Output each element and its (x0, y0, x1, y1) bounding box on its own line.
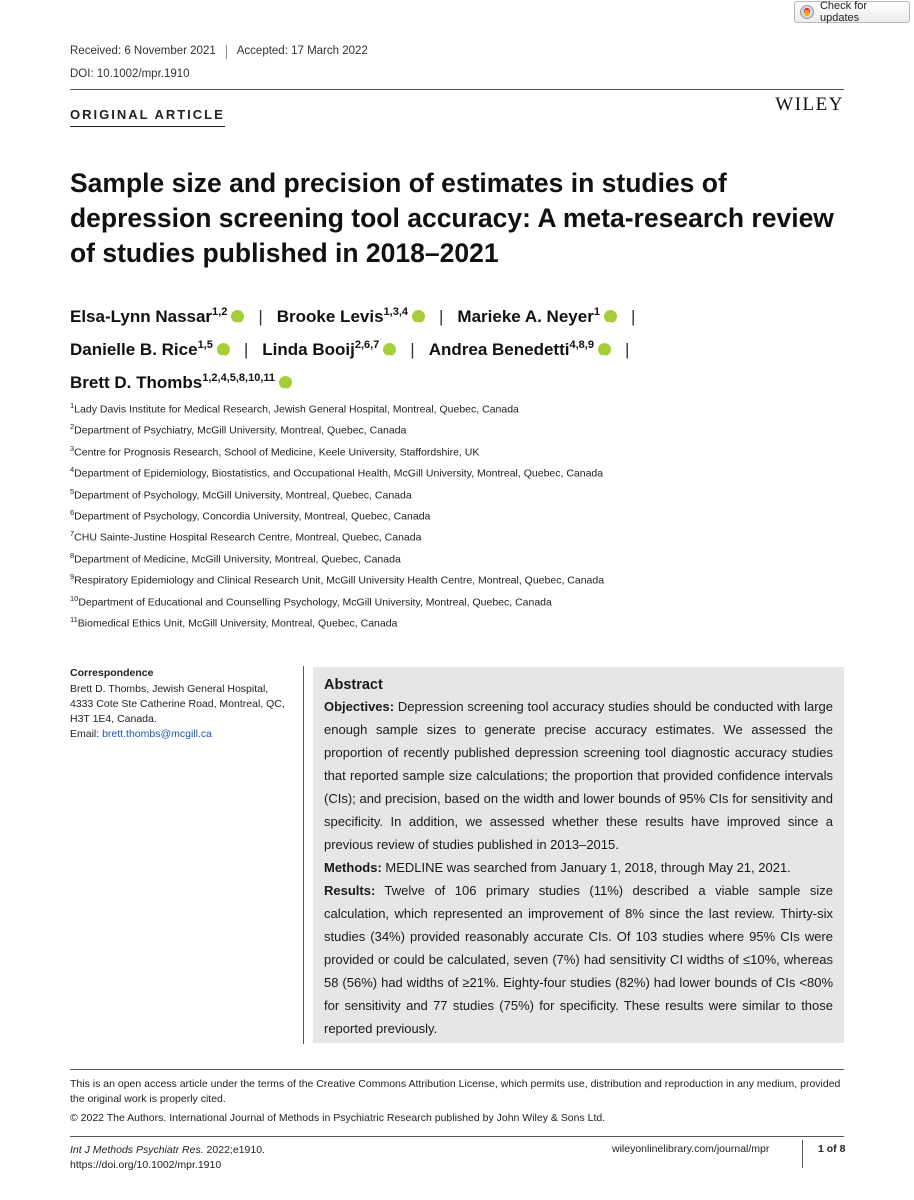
affiliation-item (70, 612, 860, 633)
affiliation-item (70, 548, 860, 569)
author[interactable] (429, 340, 611, 359)
article-title: Sample size and precision of estimates in studies of depression screening tool accuracy: A meta-research review of studies published in 2018–2021 (70, 168, 834, 268)
affiliation-text: Department of Medicine, McGill University, Montreal, Quebec, Canada (74, 553, 401, 566)
affiliation-item (70, 462, 860, 483)
affiliation-number: 7 (70, 529, 75, 539)
affiliation-text: CHU Sainte-Justine Hospital Research Centre, Montreal, Quebec, Canada (74, 531, 422, 544)
footer-citation (70, 1143, 265, 1173)
check-for-updates-button[interactable] (794, 1, 910, 23)
doi: DOI: 10.1002/mpr.1910 (70, 68, 190, 80)
license-rule (70, 1069, 844, 1070)
author-name: Linda Booij (262, 340, 355, 359)
article-type: ORIGINAL ARTICLE (70, 107, 225, 127)
orcid-icon[interactable] (279, 376, 292, 389)
author[interactable] (70, 373, 292, 392)
correspondence-line: 4333 Cote Ste Catherine Road, Montreal, QC, (70, 698, 285, 710)
affiliation-text: Biomedical Ethics Unit, McGill University, Montreal, Quebec, Canada (77, 617, 398, 630)
author-affiliation-numbers: 1,2 (212, 306, 228, 318)
affiliation-item (70, 484, 860, 505)
author-name: Danielle B. Rice (70, 340, 198, 359)
correspondence-line: H3T 1E4, Canada. (70, 713, 157, 725)
affiliation-item (70, 526, 860, 547)
orcid-icon[interactable] (217, 343, 230, 356)
orcid-icon[interactable] (383, 343, 396, 356)
objectives-label: Objectives: (324, 699, 395, 714)
affiliation-text: Department of Psychiatry, McGill University, Montreal, Quebec, Canada (74, 424, 407, 437)
author-separator: | (243, 340, 249, 359)
correspondence-heading: Correspondence (70, 667, 154, 679)
author-affiliation-numbers: 1,2,4,5,8,10,11 (202, 372, 276, 384)
received-date: Received: 6 November 2021 (70, 45, 216, 57)
author-affiliation-numbers: 1,5 (197, 339, 213, 351)
affiliation-number: 8 (70, 550, 75, 560)
author-name: Brett D. Thombs (70, 373, 203, 392)
abstract-results (324, 879, 833, 1040)
affiliation-item (70, 441, 860, 462)
author[interactable] (70, 307, 244, 326)
affiliation-text: Department of Educational and Counselling Psychology, McGill University, Montreal, Quebec, Canada (78, 596, 552, 609)
journal-abbrev: Int J Methods Psychiatr Res. (70, 1144, 204, 1156)
affiliation-item (70, 591, 860, 612)
affiliation-item (70, 505, 860, 526)
abstract-box (313, 667, 844, 1043)
affiliation-number: 10 (70, 593, 79, 603)
correspondence-line: Brett D. Thombs, Jewish General Hospital, (70, 683, 269, 695)
affiliation-text: Respiratory Epidemiology and Clinical Research Unit, McGill University Health Centre, Montreal, Quebec, Canada (74, 574, 605, 587)
affiliation-item (70, 569, 860, 590)
objectives-text: Depression screening tool accuracy studies should be conducted with large enough sample sizes to generate precise accuracy estimates. We assessed the proportion of recently published depression screening tool diagnostic accuracy studies that reported sample size calculations; the proportion that provided confidence intervals (CIs); and precision, based on the width and lower bounds of 95% CIs for sensitivity and specificity. In addition, we assessed whether these results have improved since a previous review of studies published in 2013–2015. (324, 699, 833, 852)
footer-divider (802, 1140, 803, 1168)
orcid-icon[interactable] (604, 310, 617, 323)
page-number: 1 of 8 (818, 1143, 846, 1155)
affiliation-number: 6 (70, 507, 75, 517)
license-notice: This is an open access article under the terms of the Creative Commons Attribution License, which permits use, distribution and reproduction in any medium, provided the original work is properly cited. (70, 1078, 841, 1105)
author-affiliation-numbers: 1,3,4 (383, 306, 408, 318)
author[interactable] (457, 307, 617, 326)
affiliation-number: 4 (70, 465, 75, 475)
affiliation-item (70, 398, 860, 419)
affiliation-number: 2 (70, 422, 75, 432)
header-rule (70, 89, 844, 90)
affiliation-text: Centre for Prognosis Research, School of Medicine, Keele University, Staffordshire, UK (74, 446, 480, 459)
check-for-updates-label: Check for updates (819, 0, 868, 24)
correspondence-block (70, 666, 295, 742)
journal-site-link[interactable]: wileyonlinelibrary.com/journal/mpr (612, 1143, 770, 1155)
email-label: Email: (70, 728, 103, 740)
author-name: Brooke Levis (276, 307, 384, 326)
publisher-logo: WILEY (775, 94, 844, 115)
author-affiliation-numbers: 4,8,9 (569, 339, 594, 351)
abstract-heading: Abstract (324, 677, 383, 693)
orcid-icon[interactable] (231, 310, 244, 323)
copyright-notice: © 2022 The Authors. International Journal of Methods in Psychiatric Research published by John Wiley & Sons Ltd. (70, 1112, 606, 1124)
author-name: Andrea Benedetti (428, 340, 570, 359)
affiliation-text: Department of Psychology, Concordia University, Montreal, Quebec, Canada (74, 510, 431, 523)
author-name: Elsa-Lynn Nassar (70, 307, 213, 326)
column-divider (303, 666, 304, 1044)
affiliation-text: Department of Psychology, McGill University, Montreal, Quebec, Canada (74, 489, 412, 502)
author[interactable] (262, 340, 396, 359)
affiliation-text: Lady Davis Institute for Medical Research, Jewish General Hospital, Montreal, Quebec, Canada (74, 403, 519, 416)
abstract-objectives (324, 695, 833, 856)
accepted-date: Accepted: 17 March 2022 (236, 45, 368, 57)
footer-doi-link[interactable]: https://doi.org/10.1002/mpr.1910 (70, 1159, 222, 1171)
orcid-icon[interactable] (412, 310, 425, 323)
author[interactable] (277, 307, 425, 326)
abstract-methods (324, 856, 833, 879)
author-separator: | (624, 340, 630, 359)
affiliation-text: Department of Epidemiology, Biostatistics, and Occupational Health, McGill University, Montreal, Quebec, Canada (74, 467, 604, 480)
citation-year: 2022;e1910. (203, 1144, 265, 1156)
orcid-icon[interactable] (598, 343, 611, 356)
correspondence-email-line (70, 727, 295, 742)
article-dates (70, 45, 368, 59)
author-separator: | (410, 340, 415, 359)
author-separator: | (630, 307, 636, 326)
affiliation-number: 1 (70, 401, 75, 410)
methods-text: MEDLINE was searched from January 1, 2018, through May 21, 2021. (385, 860, 791, 875)
date-divider (226, 45, 227, 59)
methods-label: Methods: (324, 860, 382, 875)
author-list (70, 298, 860, 397)
affiliation-item (70, 419, 860, 440)
author-affiliation-numbers: 1 (593, 306, 600, 318)
author-name: Marieke A. Neyer (457, 307, 594, 326)
affiliation-number: 3 (70, 443, 75, 453)
affiliation-number: 11 (70, 614, 78, 624)
author-separator: | (258, 307, 263, 326)
affiliation-list (70, 398, 860, 633)
email-link[interactable]: brett.thombs@mcgill.ca (102, 728, 212, 740)
affiliation-number: 5 (70, 486, 75, 496)
author-affiliation-numbers: 2,6,7 (354, 339, 380, 351)
author-separator: | (439, 307, 444, 326)
results-text: Twelve of 106 primary studies (11%) described a viable sample size calculation, which represented an improvement of 8% since the last review. Thirty-six studies (34%) provided reasonably accurate CIs. Of 103 studies where 95% CIs were provided or could be calculated, seven (7%) had sensitivity CI widths of ≤10%, whereas 58 (56%) had widths of ≥21%. Eighty-four studies (82%) had lower bounds of CIs <80% for sensitivity and 77 studies (75%) for specificity. These results were similar to those reported previously. (324, 883, 833, 1036)
author[interactable] (70, 340, 230, 359)
affiliation-number: 9 (70, 572, 75, 582)
footer-rule (70, 1136, 844, 1137)
results-label: Results: (324, 883, 376, 898)
crossmark-icon (800, 5, 814, 19)
